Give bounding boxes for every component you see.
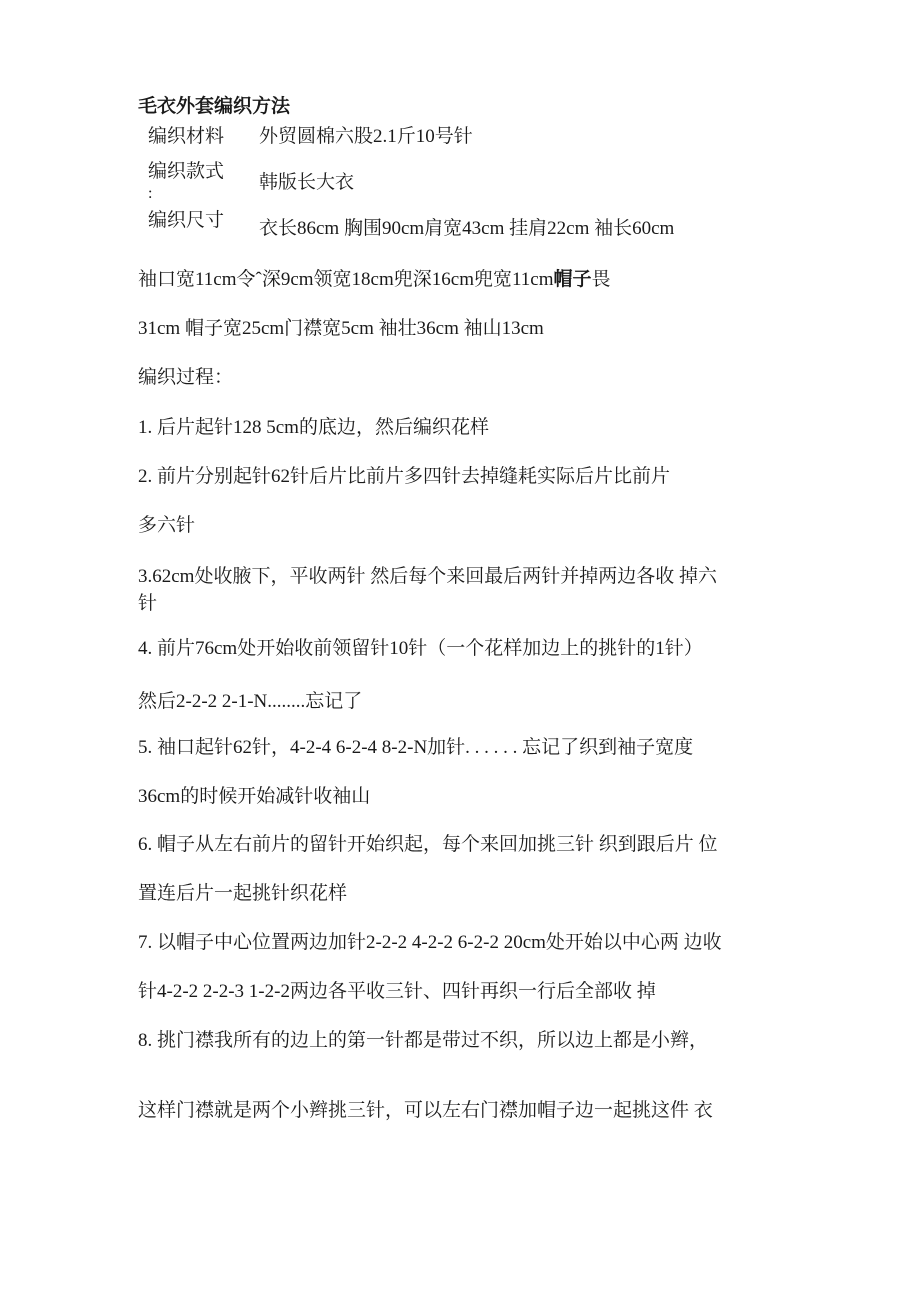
- spec-value-style: 韩版长大衣: [259, 172, 355, 193]
- step-line: 多六针: [138, 515, 196, 536]
- document-title: 毛衣外套编织方法: [138, 96, 291, 117]
- spec-value-material: 外贸圆棉六股2.1斤10号针: [259, 126, 473, 147]
- step-line: 2. 前片分别起针62针后片比前片多四针去掉缝耗实际后片比前片: [138, 466, 671, 487]
- size-text-after: 畏: [591, 269, 611, 290]
- step-line: 然后2-2-2 2-1-N........忘记了: [138, 691, 363, 712]
- step-line: 4. 前片76cm处开始收前领留针10针（一个花样加边上的挑针的1针）: [138, 638, 703, 659]
- spec-value-size: 衣长86cm 胸围90cm肩宽43cm 挂肩22cm 袖长60cm: [259, 218, 675, 239]
- step-line: 6. 帽子从左右前片的留针开始织起，每个来回加挑三针 织到跟后片 位: [138, 834, 718, 855]
- spec-label-style: 编织款式: [148, 161, 225, 182]
- step-line: 针4-2-2 2-2-3 1-2-2两边各平收三针、四针再织一行后全部收 掉: [138, 981, 656, 1002]
- step-line: 36cm的时候开始减针收袖山: [138, 786, 371, 807]
- step-line: 针: [138, 593, 158, 614]
- step-line: 1. 后片起针128 5cm的底边，然后编织花样: [138, 417, 489, 438]
- size-text-before: 袖口宽11cm令ˆ深9cm领宽18cm兜深16cm兜宽11cm: [138, 269, 554, 290]
- step-line: 置连后片一起挑针织花样: [138, 883, 348, 904]
- step-line: 5. 袖口起针62针，4-2-4 6-2-4 8-2-N加针. . . . . . 忘记了织到袖子宽度: [138, 737, 694, 758]
- spec-label-size: 编织尺寸: [148, 210, 225, 231]
- step-line: 这样门襟就是两个小辫挑三针，可以左右门襟加帽子边一起挑这件 衣: [138, 1100, 713, 1121]
- size-text-bold: 帽子: [553, 268, 592, 290]
- spec-label-material: 编织材料: [148, 126, 225, 147]
- spec-colon-mark: :: [148, 185, 153, 202]
- size-continuation-line: [138, 267, 611, 292]
- step-line: 7. 以帽子中心位置两边加针2-2-2 4-2-2 6-2-2 20cm处开始以中心两 边收: [138, 932, 722, 953]
- step-line: 8. 挑门襟我所有的边上的第一针都是带过不织，所以边上都是小辫，: [138, 1030, 709, 1051]
- size-continuation-line-2: 31cm 帽子宽25cm门襟宽5cm 袖壮36cm 袖山13cm: [138, 318, 544, 339]
- process-heading: 编织过程：: [138, 367, 234, 388]
- step-line: 3.62cm处收腋下，平收两针 然后每个来回最后两针并掉两边各收 掉六: [138, 566, 717, 587]
